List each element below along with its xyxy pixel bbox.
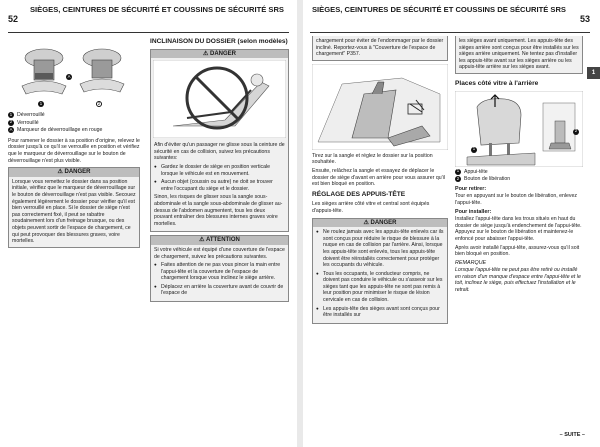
- danger-bullet: ● Ne roulez jamais avec les appuis-tête enlevés car ils sont conçus pour réduire le risque de blessure à la nuque en cas de collision par l'arrière. Ainsi, lorsque les appuis-tête sont enlevés, tous les appuis-tête doivent être réinstallés correctement pour protéger les occupants du véhicule.: [316, 229, 444, 269]
- attention-bullet: ● Faites attention de ne pas vous pincer la main entre l'appui-tête et la couverture de l'espace de chargement lorsque vous inclinez le siège arrière.: [154, 262, 285, 282]
- warning-icon: ⚠: [57, 169, 65, 176]
- danger2-bullet: ● Gardez le dossier de siège en position verticale lorsque le véhicule est en mouvement.: [154, 164, 285, 177]
- reclined-passenger-illustration: [153, 60, 286, 138]
- left-page-header: [8, 6, 289, 33]
- remove-title: Pour retirer:: [455, 185, 487, 192]
- danger-bullet: ● Les appuis-tête des sièges avant sont conçus pour être installés sur: [316, 306, 444, 319]
- right-column-2: [455, 36, 583, 296]
- chapter-tab: 1: [587, 67, 600, 79]
- caution-icon: ⚠: [199, 237, 206, 244]
- headrest-figure: [455, 91, 583, 167]
- danger-text: Lorsque vous remettez le dossier dans sa position initiale, vérifiez que le marqueur de déverrouillage sur le bouton de déverrouillage n'est pas visible. Secouez également légèrement le dossier pour vérifier qu'il est bien verrouillé en place. Si le dossier de siège n'est pas correctement fixé, il peut se rabattre soudainement lors d'un freinage brusque, ou des objets peuvent sortir de l'espace de chargement, ce qui peut provoquer des blessures graves, voire mortelles.: [12, 178, 136, 245]
- danger-box: [8, 167, 140, 248]
- legend-num: 1: [9, 111, 13, 117]
- right-page: [303, 0, 600, 447]
- attention-continued-box: [312, 36, 448, 61]
- install-text: Installez l'appui-tête dans les trous situés en haut du dossier de siège jusqu'à endenchement de l'appui-tête. Appuyez sur le bouton de libération et maintenez-le enfoncé pour abaisser l'appui-tête.: [455, 216, 582, 242]
- danger-title: ⚠ DANGER: [313, 219, 447, 228]
- lock-instructions: Ensuite, relâchez la sangle et essayez de déplacer le dossier de siège d'avant en arrière pour vous assurer qu'il est bien bloqué en position.: [312, 167, 445, 188]
- legend-text: Marqueur de déverrouillage en rouge: [17, 127, 103, 134]
- right-page-number: 53: [579, 14, 590, 24]
- danger-continued-text: les sièges avant uniquement. Les appuis-tête des sièges arrière sont conçus pour être installés sur les sièges arrière uniquement. Ne tentez pas d'installer les appuis-tête avant sur les sièges arrière ou les appuis-tête arrière sur les sièges avant.: [459, 38, 579, 71]
- headrest-section-title: RÉGLAGE DES APPUIS-TÊTE: [312, 190, 406, 198]
- legend-item: [455, 169, 583, 176]
- headrest-release-illustration: [455, 91, 583, 167]
- rear-seat-strap-illustration: [312, 64, 448, 150]
- figure-marker-a: A: [67, 73, 71, 79]
- figure-marker-1: 1: [39, 100, 43, 106]
- danger-continued-box: [455, 36, 583, 74]
- seat-knob-illustration: [8, 38, 140, 110]
- legend-num: 1: [456, 168, 460, 174]
- left-header-title: SIÈGES, CEINTURES DE SÉCURITÉ ET COUSSINS DE SÉCURITÉ SRS: [29, 5, 284, 14]
- right-header-title: SIÈGES, CEINTURES DE SÉCURITÉ ET COUSSINS DE SÉCURITÉ SRS: [311, 5, 566, 14]
- section-title: INCLINAISON DU DOSSIER (selon modèles): [150, 38, 288, 45]
- remove-text: Tour en appuyant sur le bouton de libération, enlevez l'appui-tête.: [455, 193, 577, 206]
- legend-text: Déverrouillé: [17, 112, 45, 118]
- danger-bullet: ● Tous les occupants, le conducteur compris, ne doivent pas conduire le véhicule ou s'asseoir sur les sièges tant que les appuis-tête ne sont pas remis à leur position pour minimiser le risque de lésion cervicale en cas de collision.: [316, 271, 444, 304]
- headrest-intro: Les sièges arrière côté vitre et central sont équipés d'appuis-tête.: [312, 201, 430, 214]
- headrest-legend: [455, 169, 583, 183]
- figure-marker-1: 1: [472, 146, 476, 152]
- right-page-header: [310, 6, 590, 33]
- left-page-number: 52: [8, 14, 19, 24]
- figure-legend: [8, 112, 140, 134]
- page-footer: – SUITE –: [559, 432, 585, 438]
- attention-bullet: ● Déplacez en arrière la couverture avant de couvrir de l'espace de: [154, 284, 285, 297]
- install-title: Pour installer:: [455, 208, 492, 215]
- after-install-text: Après avoir installé l'appui-tête, assurez-vous qu'il soit bien bloqué en position.: [455, 244, 580, 258]
- legend-num: 2: [456, 175, 460, 181]
- right-column-1: [312, 36, 448, 327]
- legend-item: [8, 127, 140, 134]
- left-page: [0, 0, 297, 447]
- legend-text: Verrouillé: [17, 119, 39, 126]
- legend-num: 2: [9, 119, 13, 125]
- warning-icon: ⚠: [202, 50, 211, 57]
- legend-item: [455, 176, 583, 183]
- danger2-outro: Sinon, les risques de glisser sous la sangle sous-abdominale et la sangle sous-abdominale de glisser au-dessus de l'abdomen augmentent, tous les deux pouvant entraîner des blessures internes graves voire mortelles.: [154, 194, 283, 227]
- danger2-intro: Afin d'éviter qu'un passager ne glisse sous la ceinture de sécurité en cas de collision, suivez les précautions suivantes:: [154, 142, 285, 162]
- danger2-bullet: ● Aucun objet (coussin ou autre) ne doit se trouver entre l'occupant du siège et le dossier.: [154, 179, 285, 192]
- legend-text: Bouton de libération: [464, 176, 511, 183]
- headrest-danger-box: [312, 218, 448, 324]
- danger-title: ⚠ DANGER: [9, 168, 139, 177]
- attention-box: [150, 235, 289, 302]
- attention-continued-text: chargement pour éviter de l'endommager par le dossier incliné. Reportez-vous à "Couverture de l'espace de chargement" P357.: [316, 38, 444, 58]
- return-instructions: Pour ramener le dossier à sa position d'origine, relevez le dossier jusqu'à ce qu'il se verrouille en position et vérifiez que le marqueur de déverrouillage sur le bouton de déverrouillage n'est plus visible.: [8, 137, 140, 164]
- legend-item: [8, 112, 140, 119]
- legend-num: A: [9, 126, 13, 132]
- unlock-knob-figure: [8, 38, 140, 110]
- attention-intro: Si votre véhicule est équipé d'une couverture de l'espace de chargement, suivez les précautions suivantes.: [154, 246, 285, 260]
- legend-text: Appui-tête: [464, 168, 488, 175]
- left-column-1: [8, 38, 140, 251]
- warning-icon: ⚠: [363, 219, 371, 226]
- rear-window-seats-title: Places côté vitre à l'arrière: [455, 79, 539, 87]
- danger-title: ⚠ DANGER: [151, 50, 288, 59]
- attention-title: ⚠ ATTENTION: [151, 236, 288, 245]
- reclined-seat-prohibited-figure: [151, 58, 288, 140]
- seat-tilt-figure: [312, 64, 448, 150]
- note-text: Lorsque l'appui-tête ne peut pas être retiré ou installé en raison d'un manque d'espace entre l'appui-tête et le toit, inclinez le siège, puis effectuez l'installation et le retrait.: [455, 267, 581, 294]
- note-title: REMARQUE: [455, 259, 487, 266]
- danger-box-2: [150, 49, 289, 233]
- figure-marker-2: 2: [574, 128, 578, 134]
- tilt-instructions: Tirez sur la sangle et réglez le dossier sur la position souhaitée.: [312, 152, 433, 166]
- left-column-2: [150, 38, 289, 305]
- legend-item: [8, 120, 140, 127]
- figure-marker-2: 2: [97, 100, 101, 106]
